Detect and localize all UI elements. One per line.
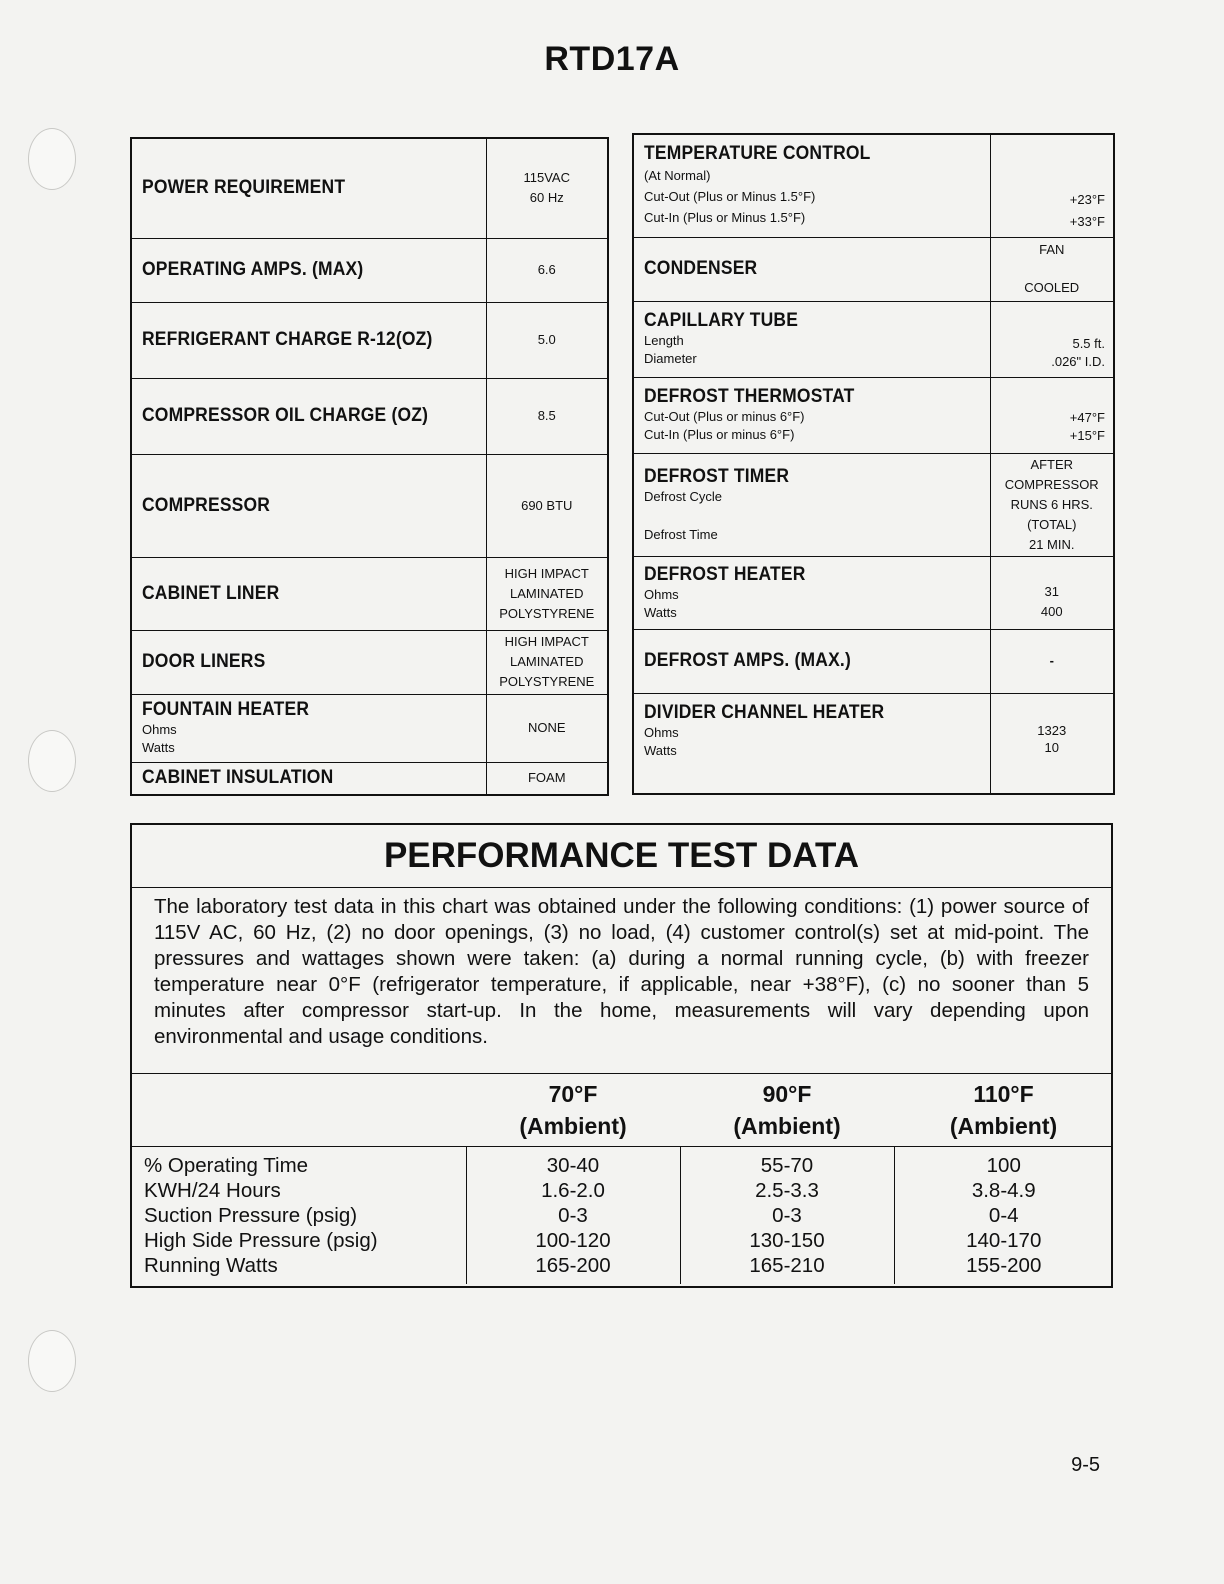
cell-value: 30-40	[546, 1154, 600, 1177]
spec-label: CABINET INSULATION	[142, 767, 334, 789]
spec-label: DEFROST THERMOSTAT	[644, 386, 855, 407]
spec-row	[131, 557, 608, 630]
spec-sublabel: Length	[644, 333, 684, 348]
spec-value: 1323	[1037, 722, 1067, 738]
row-label: % Operating Time	[144, 1154, 309, 1177]
spec-value: (TOTAL)	[1027, 516, 1077, 532]
spec-value: COOLED	[1024, 280, 1080, 295]
spec-row	[633, 237, 1114, 301]
spec-sublabel: Cut-In (Plus or Minus 1.5°F)	[644, 210, 806, 226]
spec-row	[633, 693, 1114, 794]
cell-value: 0-3	[772, 1204, 802, 1227]
spec-sublabel: Cut-In (Plus or minus 6°F)	[644, 427, 795, 442]
spec-row	[131, 238, 608, 302]
values-70f	[466, 1147, 680, 1285]
spec-value: RUNS 6 HRS.	[1010, 496, 1093, 512]
spec-label: DIVIDER CHANNEL HEATER	[644, 701, 885, 723]
spec-value: 6.6	[537, 262, 556, 277]
spec-value: 10	[1044, 739, 1059, 755]
spec-label: DEFROST HEATER	[644, 563, 806, 585]
cell-value: 100-120	[535, 1229, 611, 1252]
cell-value: 130-150	[749, 1229, 825, 1252]
spec-sublabel: Watts	[644, 742, 677, 758]
cell-value: 3.8-4.9	[971, 1179, 1036, 1202]
spec-label: CAPILLARY TUBE	[644, 310, 799, 331]
cell-value: 55-70	[760, 1154, 814, 1177]
spec-label: FOUNTAIN HEATER	[142, 699, 310, 720]
spec-label: CABINET LINER	[142, 582, 280, 604]
spec-value: .026" I.D.	[1051, 354, 1105, 369]
spec-row	[633, 301, 1114, 377]
spec-label: DEFROST TIMER	[644, 465, 790, 487]
page-title: RTD17A	[544, 40, 680, 78]
spec-value: 60 Hz	[529, 190, 564, 206]
spec-value: LAMINATED	[510, 585, 584, 601]
spec-sublabel: Defrost Time	[644, 526, 718, 542]
spec-sublabel: Cut-Out (Plus or Minus 1.5°F)	[644, 189, 816, 205]
cell-value: 165-200	[535, 1254, 611, 1277]
spec-label: CONDENSER	[644, 258, 758, 279]
binder-hole	[28, 128, 76, 190]
spec-value: POLYSTYRENE	[499, 674, 595, 689]
spec-row	[131, 378, 608, 454]
cell-value: 0-4	[988, 1204, 1019, 1227]
spec-label: COMPRESSOR	[142, 494, 271, 516]
column-header: 110°F (Ambient)	[894, 1074, 1113, 1147]
spec-row	[131, 762, 608, 795]
spec-row	[131, 302, 608, 378]
spec-value: 5.5 ft.	[1072, 336, 1105, 351]
spec-value: +47°F	[1069, 410, 1105, 425]
spec-value: 8.5	[537, 408, 556, 423]
spec-sublabel: (At Normal)	[644, 168, 711, 184]
values-110f	[894, 1147, 1113, 1285]
spec-value: FAN	[1039, 242, 1065, 257]
column-header: 90°F (Ambient)	[680, 1074, 894, 1147]
spec-sublabel: Ohms	[644, 724, 679, 740]
spec-sublabel: Diameter	[644, 351, 697, 366]
performance-data-row	[132, 1147, 1113, 1285]
cell-value: 100	[986, 1154, 1021, 1177]
spec-row	[633, 556, 1114, 629]
spec-value: HIGH IMPACT	[504, 634, 589, 649]
binder-hole	[28, 730, 76, 792]
right-spec-table	[632, 133, 1115, 795]
spec-value: 400	[1040, 603, 1063, 619]
performance-paragraph: The laboratory test data in this chart was obtained under the following conditions: (1) power source of 115V AC, 60 Hz, (2) no door openings, (3) no load, (4) customer control(s) set at mid-point. The pressures and wattages shown were taken: (a) during a normal running cycle, (b) with freezer temperature near 0°F (refrigerator temperature, if applicable, near +38°F), (c) no sooner than 5 minutes after compressor start-up. In the home, measurements will vary depending upon environmental and usage conditions.	[132, 888, 1111, 1074]
spec-label: REFRIGERANT CHARGE R-12(OZ)	[142, 329, 433, 350]
performance-table	[132, 1074, 1113, 1284]
spec-label: DOOR LINERS	[142, 651, 266, 672]
left-spec-table	[130, 137, 609, 796]
performance-header-row	[132, 1074, 1113, 1147]
spec-value: HIGH IMPACT	[504, 565, 589, 581]
page-number: 9-5	[1071, 1454, 1100, 1476]
cell-value: 0-3	[558, 1204, 588, 1227]
spec-value: LAMINATED	[510, 654, 584, 669]
spec-label: COMPRESSOR OIL CHARGE (OZ)	[142, 405, 429, 426]
spec-sublabel: Cut-Out (Plus or minus 6°F)	[644, 409, 805, 424]
values-90f	[680, 1147, 894, 1285]
row-label: High Side Pressure (psig)	[144, 1229, 378, 1252]
spec-label: DEFROST AMPS. (MAX.)	[644, 650, 851, 671]
spec-value: NONE	[527, 720, 566, 735]
spec-row	[633, 377, 1114, 453]
cell-value: 155-200	[966, 1254, 1042, 1277]
spec-value: POLYSTYRENE	[499, 605, 595, 621]
spec-value: 5.0	[537, 332, 556, 347]
performance-test-section	[130, 823, 1113, 1288]
row-label: Suction Pressure (psig)	[144, 1204, 358, 1227]
cell-value: 2.5-3.3	[755, 1179, 819, 1202]
spec-sublabel: Ohms	[142, 722, 177, 737]
spec-label: OPERATING AMPS. (MAX)	[142, 259, 364, 280]
spec-value: +15°F	[1069, 428, 1105, 443]
spec-value: AFTER	[1030, 456, 1074, 472]
spec-row	[633, 453, 1114, 556]
spec-row	[131, 630, 608, 694]
spec-label: POWER REQUIREMENT	[142, 177, 346, 199]
binder-hole	[28, 1330, 76, 1392]
spec-row	[633, 629, 1114, 693]
spec-sublabel: Watts	[142, 740, 175, 755]
cell-value: 140-170	[966, 1229, 1042, 1252]
spec-value: +23°F	[1069, 191, 1105, 207]
spec-row	[131, 454, 608, 557]
column-header: 70°F (Ambient)	[466, 1074, 680, 1147]
row-label: KWH/24 Hours	[144, 1179, 281, 1202]
spec-sublabel: Ohms	[644, 586, 679, 602]
spec-value: -	[1049, 653, 1054, 668]
spec-value: 690 BTU	[521, 497, 573, 513]
performance-heading: PERFORMANCE TEST DATA	[132, 825, 1111, 888]
spec-value: 31	[1044, 583, 1059, 599]
spec-value: 21 MIN.	[1028, 536, 1075, 552]
spec-sublabel: Defrost Cycle	[644, 488, 723, 504]
spec-value: COMPRESSOR	[1004, 476, 1099, 492]
spec-sublabel: Watts	[644, 604, 677, 620]
spec-row	[633, 134, 1114, 237]
spec-label: TEMPERATURE CONTROL	[644, 143, 871, 165]
row-label: Running Watts	[144, 1254, 278, 1277]
spec-value: 115VAC	[523, 170, 570, 186]
cell-value: 1.6-2.0	[541, 1179, 605, 1202]
spec-value: FOAM	[527, 770, 566, 786]
row-labels	[132, 1147, 466, 1285]
cell-value: 165-210	[749, 1254, 825, 1277]
spec-value: +33°F	[1069, 213, 1105, 229]
spec-row	[131, 138, 608, 238]
spec-row	[131, 694, 608, 762]
